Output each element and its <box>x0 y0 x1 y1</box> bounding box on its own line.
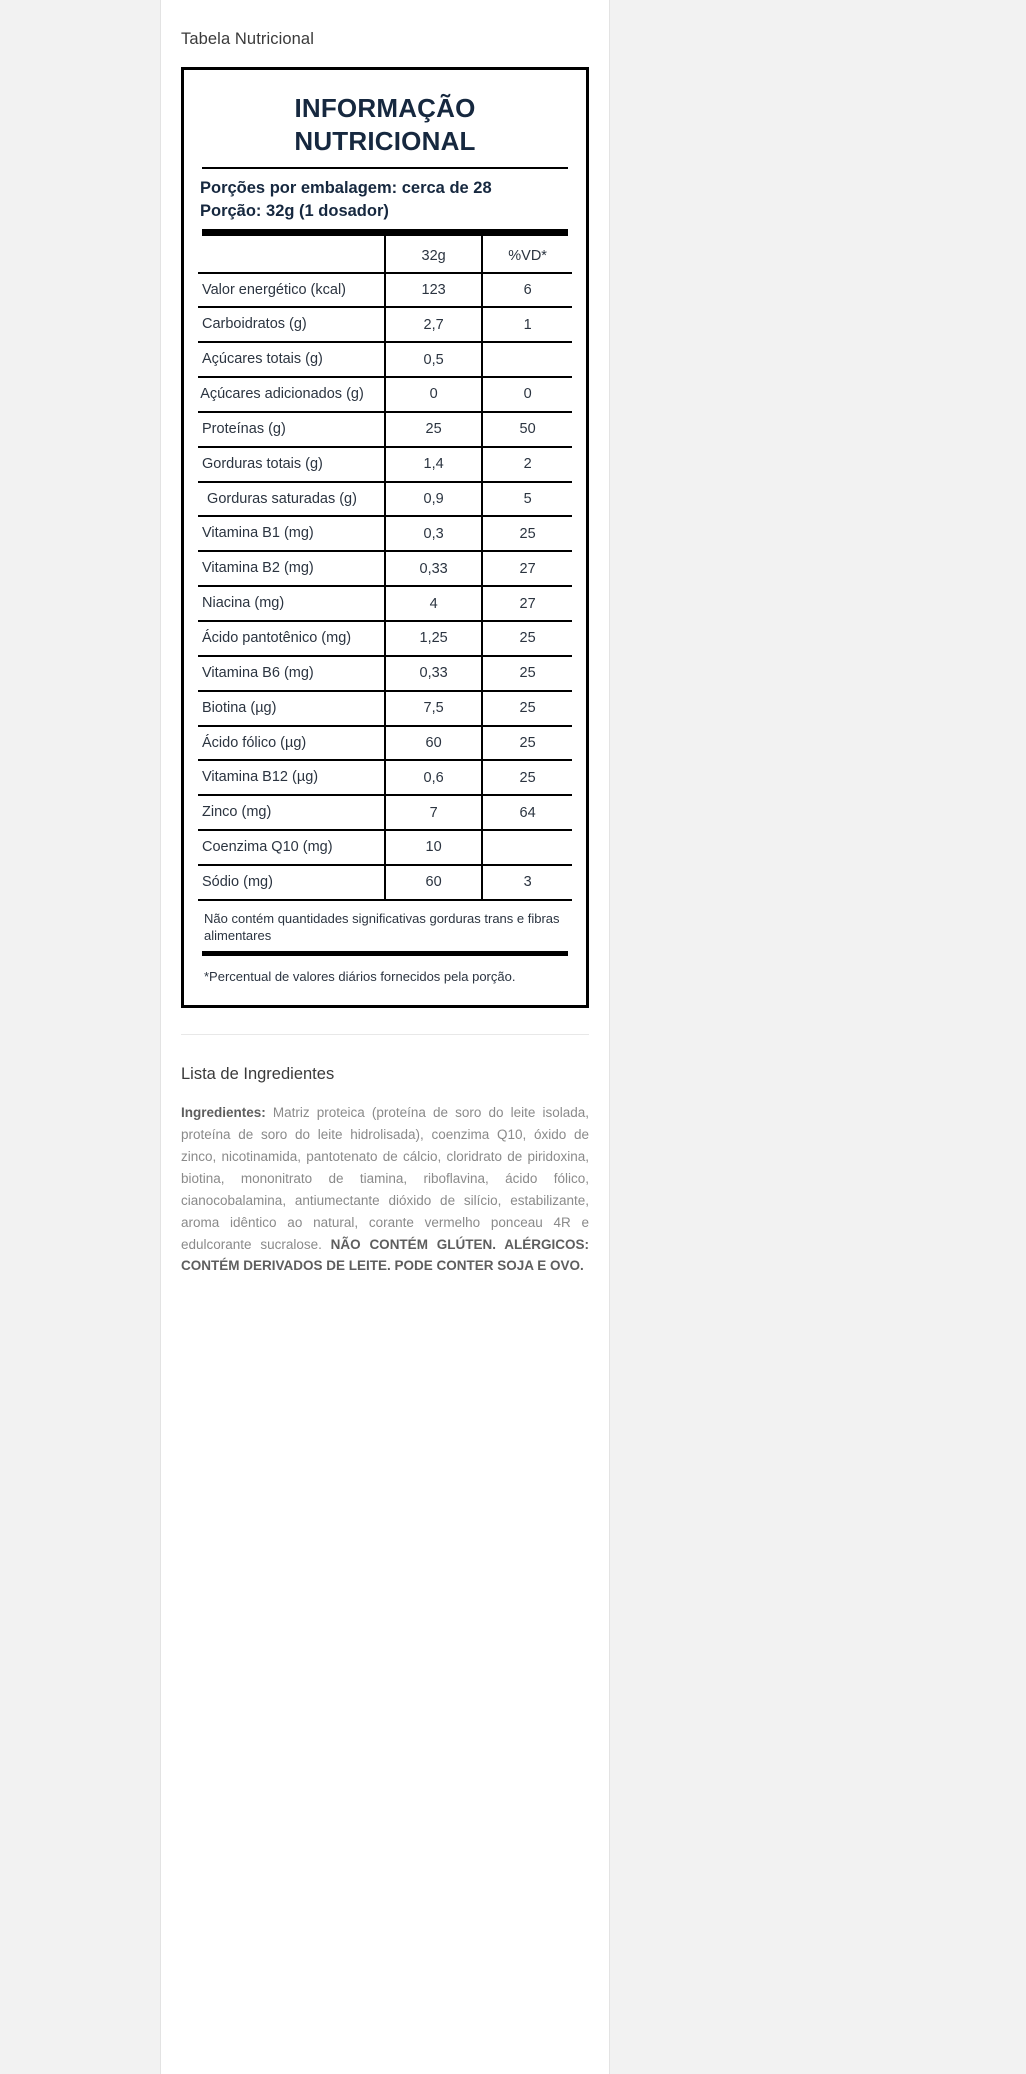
table-row <box>198 551 572 586</box>
nutrient-name: Zinco (mg) <box>198 795 385 830</box>
nutrient-amount: 60 <box>385 865 482 900</box>
nutrient-amount: 60 <box>385 726 482 761</box>
nutrient-daily-value: 3 <box>482 865 572 900</box>
nutrient-amount: 0,9 <box>385 482 482 517</box>
table-row <box>198 377 572 412</box>
nutrient-name: Vitamina B1 (mg) <box>198 516 385 551</box>
nutrient-daily-value: 5 <box>482 482 572 517</box>
column-header-daily-value: %VD* <box>482 236 572 273</box>
serving-divider <box>202 229 568 236</box>
nutrient-daily-value: 25 <box>482 656 572 691</box>
nutrient-daily-value: 2 <box>482 447 572 482</box>
nutrient-amount: 7 <box>385 795 482 830</box>
nutrition-table <box>198 236 572 901</box>
nutrient-name: Biotina (µg) <box>198 691 385 726</box>
section-divider <box>181 1034 589 1035</box>
table-row <box>198 760 572 795</box>
nutrition-table-header-row <box>198 236 572 273</box>
nutrient-amount: 0,33 <box>385 551 482 586</box>
product-info-card <box>160 0 610 2074</box>
table-row <box>198 342 572 377</box>
nutrition-facts-heading-line1: INFORMAÇÃO <box>294 93 476 123</box>
table-row <box>198 273 572 308</box>
nutrient-name: Vitamina B6 (mg) <box>198 656 385 691</box>
nutrient-amount: 25 <box>385 412 482 447</box>
column-header-nutrient <box>198 236 385 273</box>
nutrient-name: Ácido pantotênico (mg) <box>198 621 385 656</box>
ingredients-section-title: Lista de Ingredientes <box>181 1065 335 1084</box>
nutrient-daily-value <box>482 830 572 865</box>
nutrient-daily-value: 25 <box>482 621 572 656</box>
servings-per-package: Porções por embalagem: cerca de 28 <box>200 179 492 197</box>
nutrient-name: Coenzima Q10 (mg) <box>198 830 385 865</box>
nutrient-daily-value: 25 <box>482 691 572 726</box>
nutrient-amount: 0,5 <box>385 342 482 377</box>
nutrient-amount: 7,5 <box>385 691 482 726</box>
nutrient-name: Açúcares totais (g) <box>198 342 385 377</box>
nutrient-daily-value: 50 <box>482 412 572 447</box>
nutrient-name: Valor energético (kcal) <box>198 273 385 308</box>
nutrient-name: Açúcares adicionados (g) <box>198 377 385 412</box>
table-row <box>198 865 572 900</box>
nutrient-name: Sódio (mg) <box>198 865 385 900</box>
table-row <box>198 447 572 482</box>
nutrition-facts-heading <box>198 92 572 157</box>
heading-divider <box>202 167 568 169</box>
nutrient-name: Gorduras totais (g) <box>198 447 385 482</box>
nutrient-name: Vitamina B12 (µg) <box>198 760 385 795</box>
nutrition-table-body <box>198 273 572 900</box>
nutrient-name: Carboidratos (g) <box>198 307 385 342</box>
nutrient-amount: 1,4 <box>385 447 482 482</box>
nutrition-facts-heading-line2: NUTRICIONAL <box>294 125 476 156</box>
table-row <box>198 795 572 830</box>
nutrient-daily-value: 0 <box>482 377 572 412</box>
nutrient-amount: 4 <box>385 586 482 621</box>
nutrition-facts-box <box>181 67 589 1008</box>
table-row <box>198 516 572 551</box>
nutrient-daily-value: 6 <box>482 273 572 308</box>
table-row <box>198 621 572 656</box>
nutrient-daily-value <box>482 342 572 377</box>
table-row <box>198 307 572 342</box>
nutrition-table-head <box>198 236 572 273</box>
note-daily-values: *Percentual de valores diários fornecidos pela porção. <box>204 968 516 984</box>
nutrient-amount: 0,3 <box>385 516 482 551</box>
nutrient-name: Vitamina B2 (mg) <box>198 551 385 586</box>
nutrient-daily-value: 27 <box>482 586 572 621</box>
table-row <box>198 691 572 726</box>
nutrient-daily-value: 27 <box>482 551 572 586</box>
serving-size: Porção: 32g (1 dosador) <box>200 201 389 220</box>
serving-info <box>200 177 572 223</box>
nutrient-daily-value: 25 <box>482 726 572 761</box>
note-not-significant: Não contém quantidades significativas gorduras trans e fibras alimentares <box>204 910 560 944</box>
column-header-amount: 32g <box>385 236 482 273</box>
nutrient-daily-value: 64 <box>482 795 572 830</box>
nutrient-daily-value: 1 <box>482 307 572 342</box>
nutrient-name: Ácido fólico (µg) <box>198 726 385 761</box>
table-row <box>198 412 572 447</box>
ingredients-label: Ingredientes: <box>181 1105 266 1121</box>
nutrient-name: Gorduras saturadas (g) <box>198 482 385 517</box>
table-row <box>198 586 572 621</box>
nutrient-amount: 123 <box>385 273 482 308</box>
table-row <box>198 656 572 691</box>
nutrient-daily-value: 25 <box>482 516 572 551</box>
nutrient-name: Proteínas (g) <box>198 412 385 447</box>
nutrient-amount: 1,25 <box>385 621 482 656</box>
allergen-warning: NÃO CONTÉM GLÚTEN. ALÉRGICOS: CONTÉM DERIVADOS DE LEITE. PODE CONTER SOJA E OVO. <box>181 1236 589 1274</box>
nutrient-amount: 0,33 <box>385 656 482 691</box>
nutrient-amount: 0 <box>385 377 482 412</box>
nutrient-amount: 10 <box>385 830 482 865</box>
nutrition-section-title: Tabela Nutricional <box>181 30 314 48</box>
table-row <box>198 726 572 761</box>
nutrient-daily-value: 25 <box>482 760 572 795</box>
nutrient-amount: 2,7 <box>385 307 482 342</box>
ingredients-paragraph <box>181 1102 589 1277</box>
nutrient-name: Niacina (mg) <box>198 586 385 621</box>
nutrient-amount: 0,6 <box>385 760 482 795</box>
table-row <box>198 482 572 517</box>
ingredients-text: Matriz proteica (proteína de soro do leite isolada, proteína de soro do leite hidrolisada), coenzima Q10, óxido de zinco, nicotinamida, pantotenato de cálcio, cloridrato de piridoxina, biotina, mononitrato de tiamina, riboflavina, ácido fólico, cianocobalamina, antiumectante dióxido de silício, estabilizante, aroma idêntico ao natural, corante vermelho ponceau 4R e edulcorante sucralose. <box>181 1105 589 1252</box>
table-row <box>198 830 572 865</box>
